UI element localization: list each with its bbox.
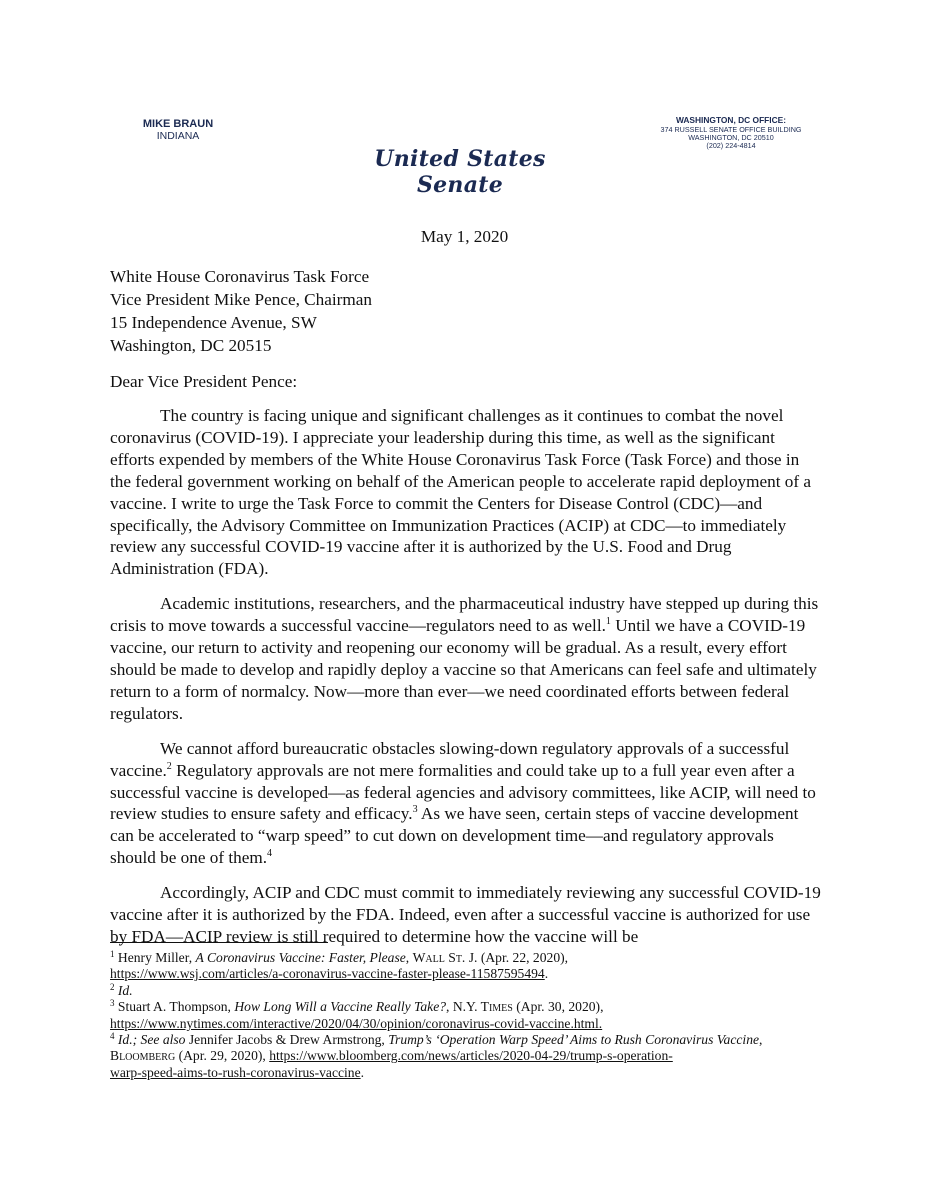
office-address-line-1: 374 RUSSELL SENATE OFFICE BUILDING (660, 124, 802, 134)
footnote-1: $^1$ Henry Miller, A Coronavirus Vaccine: Faster, Please, Wall St. J. (Apr. 22, 2020), https://www.wsj.com/articles/a-coronavirus-vaccine-faster-please-11587595494. (110, 949, 569, 982)
letter-body (110, 405, 822, 948)
footnote-ref-3: 3 (412, 804, 418, 816)
footnote-1-title: A Coronavirus Vaccine: Faster, Please (195, 950, 406, 965)
footnote-4-author: Jennifer Jacobs & Drew Armstrong, (185, 1032, 389, 1048)
sender-state: INDIANA (156, 130, 200, 142)
recipient-line-1: White House Coronavirus Task Force (110, 267, 370, 286)
footnote-divider (110, 942, 328, 943)
footnote-3: $^3$ Stuart A. Thompson, How Long Will a Vaccine Really Take?, N.Y. Times (Apr. 30, 2020), https://www.nytimes.com/interactive/2020/04/30/opinion/coronavirus-covid-vaccine.html. (110, 998, 604, 1031)
footnote-3-link[interactable]: https://www.nytimes.com/interactive/2020/04/30/opinion/coronavirus-covid-vaccine.html. (110, 1015, 603, 1031)
footnote-ref-1: 1 (605, 616, 611, 628)
footnote-4-link-continued[interactable]: warp-speed-aims-to-rush-coronavirus-vaccine (110, 1064, 361, 1080)
footnote-3-source: N.Y. Times (452, 999, 513, 1015)
footnote-4-date: (Apr. 29, 2020), (175, 1048, 270, 1064)
letter-date: May 1, 2020 (420, 227, 509, 246)
office-block (655, 116, 807, 150)
footnote-4-end: . (360, 1064, 365, 1080)
footnote-1-link[interactable]: https://www.wsj.com/articles/a-coronavirus-vaccine-faster-please-11587595494 (110, 966, 545, 982)
paragraph-3-text-b: Regulatory approvals are not mere formalities and could take up to a full year even after a successful vaccine is developed—as federal agencies and advisory committees, like ACIP, will need to review studies to ensure safety and efficacy. (110, 760, 816, 824)
office-heading: WASHINGTON, DC OFFICE: (675, 115, 787, 125)
paragraph-3 (110, 738, 822, 869)
paragraph-3-text-c: As we have seen, certain steps of vaccine development can be accelerated to “warp speed” to cut down on development time—and regulatory approvals should be one of them. (110, 804, 799, 868)
footnote-4-link[interactable]: https://www.bloomberg.com/news/articles/2020-04-29/trump-s-operation- (269, 1048, 673, 1064)
footnote-2-text: Id. (117, 982, 133, 998)
footnote-4-title: Trump’s ‘Operation Warp Speed’ Aims to Rush Coronavirus Vaccine (388, 1032, 760, 1048)
office-phone: (202) 224-4814 (706, 140, 756, 150)
office-address-line-2: WASHINGTON, DC 20510 (688, 132, 774, 142)
footnote-4-source: Bloomberg (110, 1048, 176, 1064)
recipient-line-2: Vice President Mike Pence, Chairman (110, 290, 372, 309)
footnote-1-end: . (544, 966, 549, 982)
senate-letterhead-title: United States Senate (374, 146, 546, 198)
footnote-4-signal: Id.; See also (117, 1032, 186, 1048)
recipient-line-4: Washington, DC 20515 (110, 336, 272, 355)
paragraph-1: The country is facing unique and significant challenges as it continues to combat the novel coronavirus (COVID-19). I appreciate your leadership during this time, as well as the significant efforts expended by members of the White House Coronavirus Task Force (Task Force) and those in the federal government working on behalf of the American people to accelerate rapid deployment of a vaccine. I write to urge the Task Force to commit the Centers for Disease Control (CDC)—and specifically, the Advisory Committee on Immunization Practices (ACIP) at CDC—to immediately review any successful COVID-19 vaccine after it is authorized by the U.S. Food and Drug Administration (FDA). (110, 406, 812, 579)
paragraph-3-text-a: We cannot afford bureaucratic obstacles slowing-down regulatory approvals of a successful vaccine. (110, 738, 790, 780)
paragraph-2-text-b: Until we have a COVID-19 vaccine, our return to activity and reopening our economy will be gradual. As a result, every effort should be made to develop and rapidly deploy a vaccine so that Americans can feel safe and ultimately return to a form of normalcy. Now—more than ever—we need coordinated efforts between federal regulators. (110, 616, 817, 723)
footnote-ref-4: 4 (267, 848, 273, 860)
salutation: Dear Vice President Pence: (110, 372, 298, 391)
sender-block (118, 118, 238, 142)
footnote-4-number: 4 (110, 1031, 115, 1042)
paragraph-2 (110, 593, 822, 724)
recipient-line-3: 15 Independence Avenue, SW (110, 313, 317, 332)
footnotes (110, 950, 810, 1081)
recipient-address (110, 265, 372, 357)
footnote-3-number: 3 (110, 998, 115, 1009)
footnote-1-number: 1 (110, 949, 115, 959)
footnote-1-source: Wall St. J. (412, 950, 478, 965)
footnote-ref-2: 2 (166, 760, 172, 772)
footnote-3-author: Stuart A. Thompson, (114, 999, 235, 1015)
sender-name: MIKE BRAUN (142, 118, 214, 130)
footnote-3-date: (Apr. 30, 2020), (512, 999, 604, 1015)
footnote-2 (110, 983, 810, 999)
footnote-2-number: 2 (110, 981, 115, 992)
footnote-3-title: How Long Will a Vaccine Really Take? (234, 999, 447, 1015)
footnote-1-date: (Apr. 22, 2020), (477, 950, 569, 965)
paragraph-2-text-a: Academic institutions, researchers, and the pharmaceutical industry have stepped up during this crisis to move towards a successful vaccine—regulators need to as well. (110, 594, 819, 636)
footnote-4: $^4$ Id.; See also Jennifer Jacobs & Drew Armstrong, Trump’s ‘Operation Warp Speed’ Aims to Rush Coronavirus Vaccine, Bloomberg (Apr. 29, 2020), https://www.bloomberg.com/news/articles/2020-04-29/trump-s-operation- warp-speed-aims-to-rush-coronavirus-vaccine. (110, 1031, 763, 1080)
footnote-1-author: Henry Miller, (114, 950, 196, 965)
paragraph-4: Accordingly, ACIP and CDC must commit to immediately reviewing any successful COVID-19 vaccine after it is authorized by the FDA. Indeed, even after a successful vaccine is authorized for use by FDA—ACIP review is still required to determine how the vaccine will be (110, 883, 821, 946)
